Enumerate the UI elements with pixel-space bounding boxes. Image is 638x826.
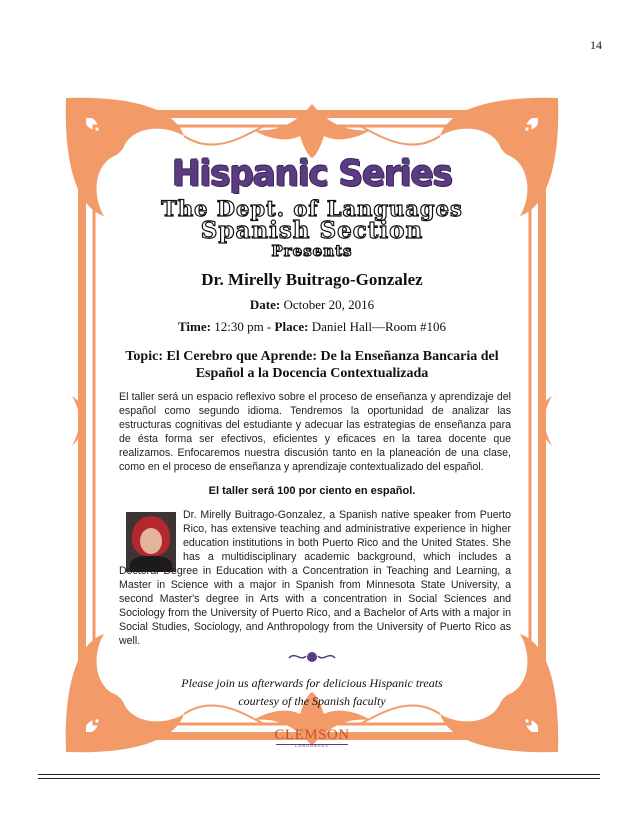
logo-wordmark: CLEMSON: [274, 727, 350, 743]
time-value: 12:30 pm -: [214, 319, 275, 334]
time-label: Time:: [177, 319, 211, 334]
topic-line-1: Topic: El Cerebro que Aprende: De la Enseñanza Bancaria del: [125, 349, 499, 364]
speaker-bio: Dr. Mirelly Buitrago-Gonzalez, a Spanish native speaker from Puerto Rico, has extensive teaching and administrative experience in higher education institutions in both Puerto Rico and the United States. She has a multidisciplinary academic background, which includes a Doctoral Degree in Education with a Concentration in Teaching and Learning, a Master in Science with a major in Spanish from Minnesota State University, a second Master's degree in Arts with a concentration in Social Sciences and Sociology from the University of Puerto Rico, and a Bachelor of Arts with a major in Social Studies, Sociology, and Anthropology from the University of Puerto Rico as well.: [119, 509, 511, 647]
footer-rule: [38, 774, 600, 779]
date-label: Date:: [249, 297, 281, 312]
speaker-name: Dr. Mirelly Buitrago-Gonzalez: [201, 270, 423, 289]
section-line: Spanish Section: [200, 217, 424, 244]
date-line: [64, 297, 560, 313]
place-label: Place:: [274, 319, 309, 334]
time-place-line: [64, 319, 560, 335]
flourish-divider-icon: [287, 650, 337, 664]
flyer-content: [64, 96, 560, 754]
speaker-bio-block: [119, 508, 511, 648]
closing-courtesy: courtesy of the Spanish faculty: [238, 694, 386, 708]
department-line: The Dept. of Languages: [161, 196, 463, 221]
page-number: 14: [590, 38, 602, 52]
language-notice: El taller será 100 por ciento en español.: [208, 485, 416, 497]
place-value: Daniel Hall—Room #106: [311, 319, 447, 334]
series-title: Hispanic Series: [172, 153, 452, 195]
clemson-logo: [64, 726, 560, 748]
logo-subtext: LANGUAGES: [295, 743, 329, 748]
presents-line: Presents: [271, 242, 353, 260]
topic-line-2: Español a la Docencia Contextualizada: [195, 366, 429, 381]
description-paragraph: El taller será un espacio reflexivo sobre el proceso de enseñanza y aprendizaje del español como segundo idioma. Tendremos la oportunidad de analizar las estructuras cognitivas del estudiante y adecuar las estrategias de enseñanza para de ésta forma ser efectivos, eficientes y eficaces en la tarea docente que realizamos. Enfocaremos nuestra discusión tanto en la planeación de una clase, como en el proceso de enseñanza y aprendizaje contextualizado del español.: [119, 391, 511, 473]
topic-heading: [104, 348, 520, 382]
date-value: October 20, 2016: [283, 297, 375, 312]
closing-invitation: Please join us afterwards for delicious Hispanic treats: [181, 676, 443, 690]
